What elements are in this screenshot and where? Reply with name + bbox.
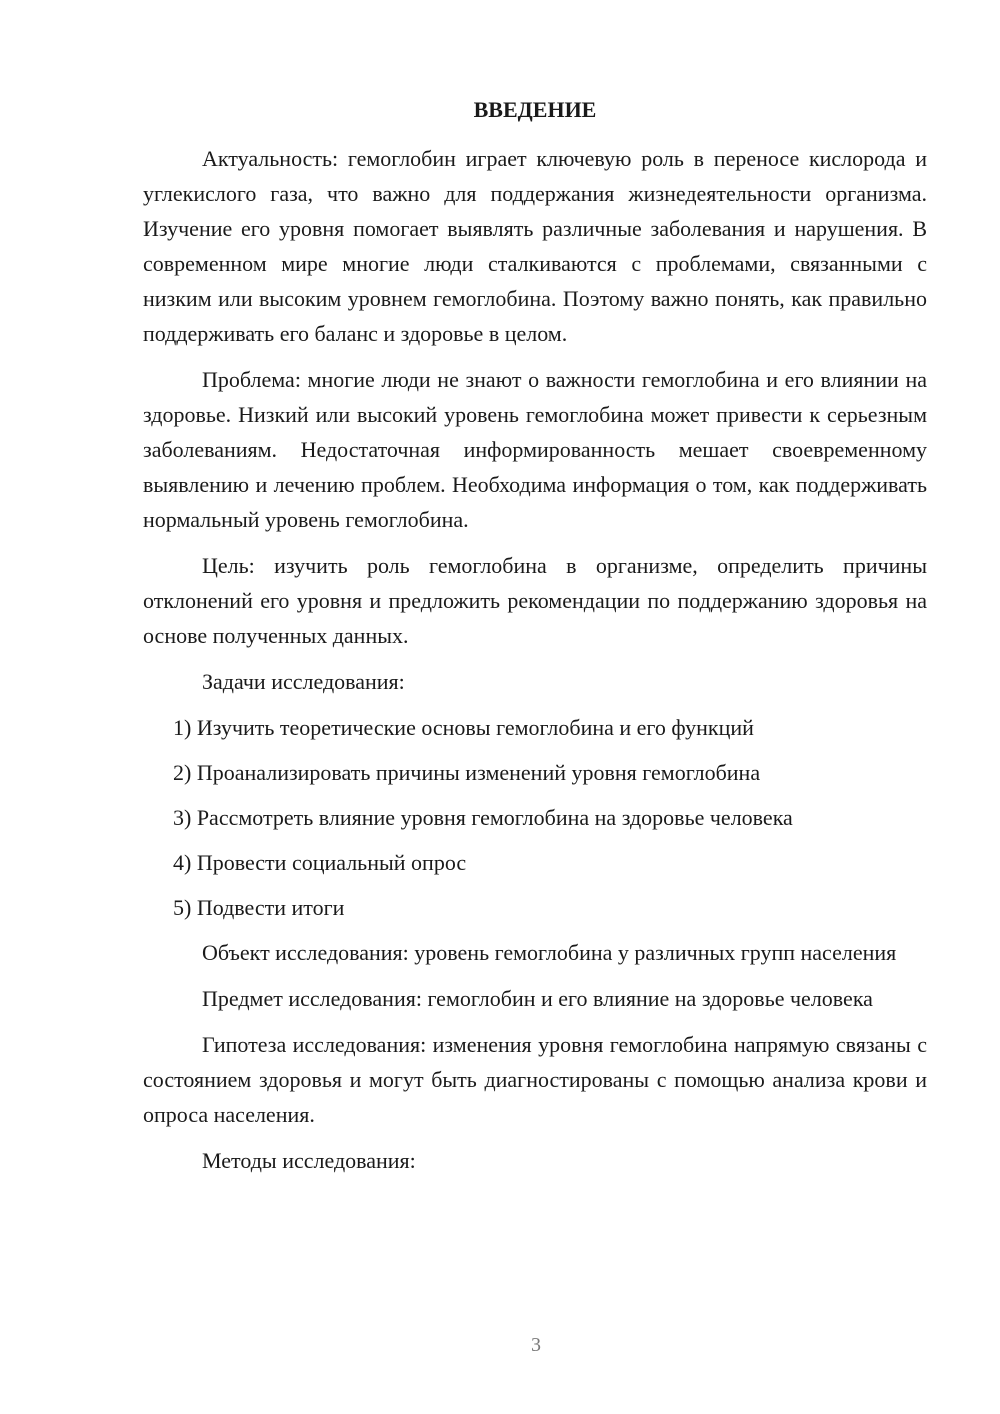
subject-paragraph: Предмет исследования: гемоглобин и его влияние на здоровье человека (202, 986, 873, 1011)
relevance-paragraph: Актуальность: гемоглобин играет ключевую роль в переносе кислорода и углекислого газа, что важно для поддержания жизнедеятельности организма. Изучение его уровня помогает выявлять различные заболевания и нарушения. В современном мире многие люди сталкиваются с проблемами, связанными с низким или высоким уровнем гемоглобина. Поэтому важно понять, как правильно поддерживать его баланс и здоровье в целом. (143, 146, 927, 346)
list-item: 5) Подвести итоги (173, 895, 345, 920)
list-item: 1) Изучить теоретические основы гемоглобина и его функций (173, 715, 754, 740)
list-item: 3) Рассмотреть влияние уровня гемоглобина на здоровье человека (173, 805, 793, 830)
tasks-heading: Задачи исследования: (202, 669, 405, 694)
list-item: 4) Провести социальный опрос (173, 850, 467, 875)
problem-paragraph: Проблема: многие люди не знают о важности гемоглобина и его влиянии на здоровье. Низкий или высокий уровень гемоглобина может привести к серьезным заболеваниям. Недостаточная информированность мешает своевременному выявлению и лечению проблем. Необходима информация о том, как поддерживать нормальный уровень гемоглобина. (143, 367, 927, 532)
page-number: 3 (531, 1334, 541, 1356)
goal-paragraph: Цель: изучить роль гемоглобина в организме, определить причины отклонений его уровня и предложить рекомендации по поддержанию здоровья на основе полученных данных. (143, 553, 927, 648)
page-title: ВВЕДЕНИЕ (473, 97, 597, 122)
object-paragraph: Объект исследования: уровень гемоглобина у различных групп населения (202, 940, 897, 965)
hypothesis-paragraph: Гипотеза исследования: изменения уровня гемоглобина напрямую связаны с состоянием здоровья и могут быть диагностированы с помощью анализа крови и опроса населения. (143, 1032, 927, 1127)
tasks-list (143, 710, 927, 925)
list-item: 2) Проанализировать причины изменений уровня гемоглобина (173, 760, 761, 785)
page-content (143, 92, 927, 1189)
methods-heading: Методы исследования: (202, 1148, 416, 1173)
